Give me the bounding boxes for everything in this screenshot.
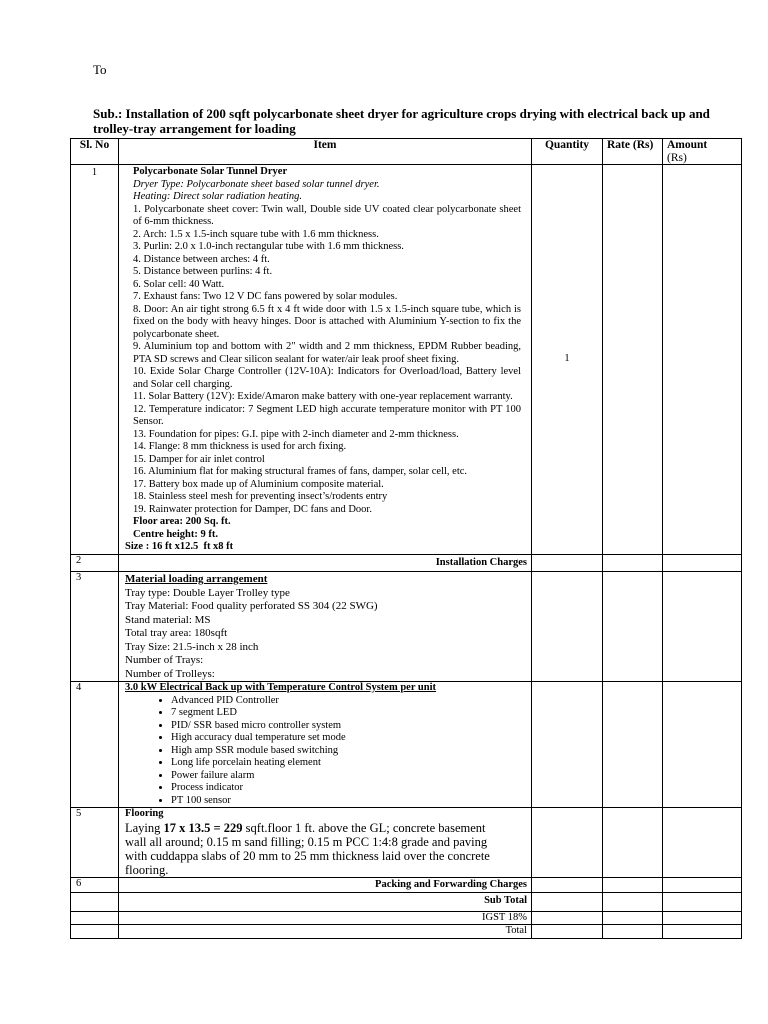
table-row xyxy=(71,165,742,555)
table-row xyxy=(71,572,742,682)
row2-amount xyxy=(663,554,742,572)
row1-spec-3: 3. Purlin: 2.0 x 1.0-inch rectangular tube with 1.6 mm thickness. xyxy=(133,241,404,252)
row1-spec-6: 6. Solar cell: 40 Watt. xyxy=(133,278,225,290)
subtotal-rate xyxy=(603,893,663,912)
header-sl-no: Sl. No xyxy=(71,139,119,165)
row4-quantity xyxy=(532,682,603,808)
row1-spec-8: 8. Door: An air tight strong 6.5 ft x 4 ft wide door with 1.5 x 1.5-inch square tube, which is fixed on the body with heavy hinges. Door is attached with Aluminium Y-section to fix the polycarbonate sheet. xyxy=(133,303,521,340)
total-sl xyxy=(71,925,119,939)
quotation-table xyxy=(70,138,742,939)
row3-line-7: Number of Trolleys: xyxy=(125,667,215,680)
row1-title: Polycarbonate Solar Tunnel Dryer xyxy=(133,166,288,177)
header-rate: Rate (Rs) xyxy=(603,139,663,165)
igst-rate xyxy=(603,911,663,925)
igst-label: IGST 18% xyxy=(119,911,532,925)
row1-spec-2: 2. Arch: 1.5 x 1.5-inch square tube with 1.6 mm thickness. xyxy=(133,228,379,240)
table-row xyxy=(71,877,742,893)
row3-line-2: Tray Material: Food quality perforated SS 304 (22 SWG) xyxy=(125,600,378,612)
row1-spec-10: 10. Exide Solar Charge Controller (12V-10A): Indicators for Overload/load, Battery level and Solar cell charging. xyxy=(133,366,521,390)
row1-centre-height: Centre height: 9 ft. xyxy=(133,528,218,540)
row2-sl: 2 xyxy=(71,554,119,572)
row1-dryer-type: Dryer Type: Polycarbonate sheet based solar tunnel dryer. xyxy=(133,178,380,190)
row3-title: Material loading arrangement xyxy=(125,573,268,585)
total-amount xyxy=(663,925,742,939)
list-item: • Advanced PID Controller xyxy=(171,695,527,708)
row4-title: 3.0 kW Electrical Back up with Temperature Control System per unit xyxy=(125,682,437,693)
row5-amount xyxy=(663,808,742,878)
header-amount-unit: (Rs) xyxy=(667,151,687,164)
row6-rate xyxy=(603,877,663,893)
list-item: • High amp SSR module based switching xyxy=(171,745,527,758)
row1-spec-1: 1. Polycarbonate sheet cover: Twin wall, Double side UV coated clear polycarbonate sheet of 6-mm thickness. xyxy=(133,203,521,227)
row2-quantity xyxy=(532,554,603,572)
row1-floor-area: Floor area: 200 Sq. ft. xyxy=(133,516,231,527)
row1-rate xyxy=(603,165,663,555)
row4-sl: 4 xyxy=(71,682,119,808)
row1-size: Size : 16 ft x12.5 ft x8 ft xyxy=(125,541,234,552)
subtotal-label: Sub Total xyxy=(119,893,532,912)
row1-heating: Heating: Direct solar radiation heating. xyxy=(133,191,303,202)
row5-description xyxy=(125,821,507,877)
list-item: • Process indicator xyxy=(171,782,527,795)
total-quantity xyxy=(532,925,603,939)
subtotal-row xyxy=(71,893,742,912)
row1-quantity: 1 xyxy=(532,165,603,555)
list-item: • Long life porcelain heating element xyxy=(171,757,527,770)
row5-title: Flooring xyxy=(125,808,164,819)
row6-amount xyxy=(663,877,742,893)
row4-amount xyxy=(663,682,742,808)
igst-row xyxy=(71,911,742,925)
row1-spec-7: 7. Exhaust fans: Two 12 V DC fans powered by solar modules. xyxy=(133,291,398,302)
to-label: To xyxy=(93,62,107,77)
row6-quantity xyxy=(532,877,603,893)
row4-item xyxy=(119,682,532,808)
row3-line-4: Total tray area: 180sqft xyxy=(125,627,228,639)
row6-sl: 6 xyxy=(71,877,119,893)
row1-spec-13: 13. Foundation for pipes: G.I. pipe with 2-inch diameter and 2-mm thickness. xyxy=(133,428,459,440)
row5-sl: 5 xyxy=(71,808,119,878)
row1-spec-14: 14. Flange: 8 mm thickness is used for arch fixing. xyxy=(133,441,347,452)
header-row xyxy=(71,139,742,165)
row1-spec-5: 5. Distance between purlins: 4 ft. xyxy=(133,266,273,277)
igst-sl xyxy=(71,911,119,925)
row1-spec-17: 17. Battery box made up of Aluminium composite material. xyxy=(133,478,384,490)
row1-spec-4: 4. Distance between arches: 4 ft. xyxy=(133,253,270,265)
row2-installation-charges: Installation Charges xyxy=(119,554,532,572)
row6-packing-charges: Packing and Forwarding Charges xyxy=(119,877,532,893)
header-quantity: Quantity xyxy=(532,139,603,165)
row3-quantity xyxy=(532,572,603,682)
total-row xyxy=(71,925,742,939)
igst-amount xyxy=(663,911,742,925)
list-item: • Power failure alarm xyxy=(171,770,527,783)
subtotal-amount xyxy=(663,893,742,912)
subject-line: Sub.: Installation of 200 sqft polycarbonate sheet dryer for agriculture crops drying with electrical back up and trolley-tray arrangement for loading xyxy=(93,106,710,136)
row1-item xyxy=(119,165,532,555)
table-row xyxy=(71,682,742,808)
row1-spec-11: 11. Solar Battery (12V): Exide/Amaron make battery with one-year replacement warranty. xyxy=(133,391,513,402)
row1-spec-9: 9. Aluminium top and bottom with 2" width and 2 mm thickness, EPDM Rubber beading, PTA SD screws and Clear silicon sealant for water/air leak proof sheet fixing. xyxy=(133,341,521,365)
total-label: Total xyxy=(119,925,532,939)
list-item: • High accuracy dual temperature set mode xyxy=(171,732,527,745)
row4-rate xyxy=(603,682,663,808)
row3-line-5: Tray Size: 21.5-inch x 28 inch xyxy=(125,640,259,653)
igst-quantity xyxy=(532,911,603,925)
row3-item xyxy=(119,572,532,682)
row1-sl: 1 xyxy=(71,165,119,555)
row2-rate xyxy=(603,554,663,572)
row3-amount xyxy=(663,572,742,682)
row5-rate xyxy=(603,808,663,878)
row3-sl: 3 xyxy=(71,572,119,682)
row1-spec-18: 18. Stainless steel mesh for preventing insect’s/rodents entry xyxy=(133,491,388,502)
list-item: • PT 100 sensor xyxy=(171,795,527,808)
row5-text-post: sqft.floor 1 ft. above the GL; concrete basement wall all around; 0.15 m sand filling; 0.15 m PCC 1:4:8 grade and paving with cuddappa slabs of 20 mm to 25 mm thickness laid over the concrete flooring. xyxy=(125,820,490,877)
row1-spec-16: 16. Aluminium flat for making structural frames of fans, damper, solar cell, etc. xyxy=(133,466,468,477)
list-item: • PID/ SSR based micro controller system xyxy=(171,720,527,733)
header-amount-label: Amount xyxy=(667,139,708,151)
table-row xyxy=(71,808,742,878)
row1-spec-12: 12. Temperature indicator: 7 Segment LED high accurate temperature monitor with PT 100 Sensor. xyxy=(133,403,521,427)
row1-amount xyxy=(663,165,742,555)
list-item: • 7 segment LED xyxy=(171,707,527,720)
subtotal-quantity xyxy=(532,893,603,912)
row1-spec-19: 19. Rainwater protection for Damper, DC fans and Door. xyxy=(133,503,372,515)
row3-rate xyxy=(603,572,663,682)
row5-text-pre: Laying xyxy=(125,820,164,835)
row4-bullet-list xyxy=(125,695,527,808)
row1-spec-15: 15. Damper for air inlet control xyxy=(133,453,265,465)
table-row xyxy=(71,554,742,572)
row5-area-calc: 17 x 13.5 = 229 xyxy=(163,820,243,835)
row5-item xyxy=(119,808,532,878)
total-rate xyxy=(603,925,663,939)
header-item: Item xyxy=(119,139,532,165)
row3-line-3: Stand material: MS xyxy=(125,613,211,626)
subtotal-sl xyxy=(71,893,119,912)
row3-line-6: Number of Trays: xyxy=(125,654,204,666)
row3-line-1: Tray type: Double Layer Trolley type xyxy=(125,586,290,599)
header-amount xyxy=(663,139,742,165)
row5-quantity xyxy=(532,808,603,878)
